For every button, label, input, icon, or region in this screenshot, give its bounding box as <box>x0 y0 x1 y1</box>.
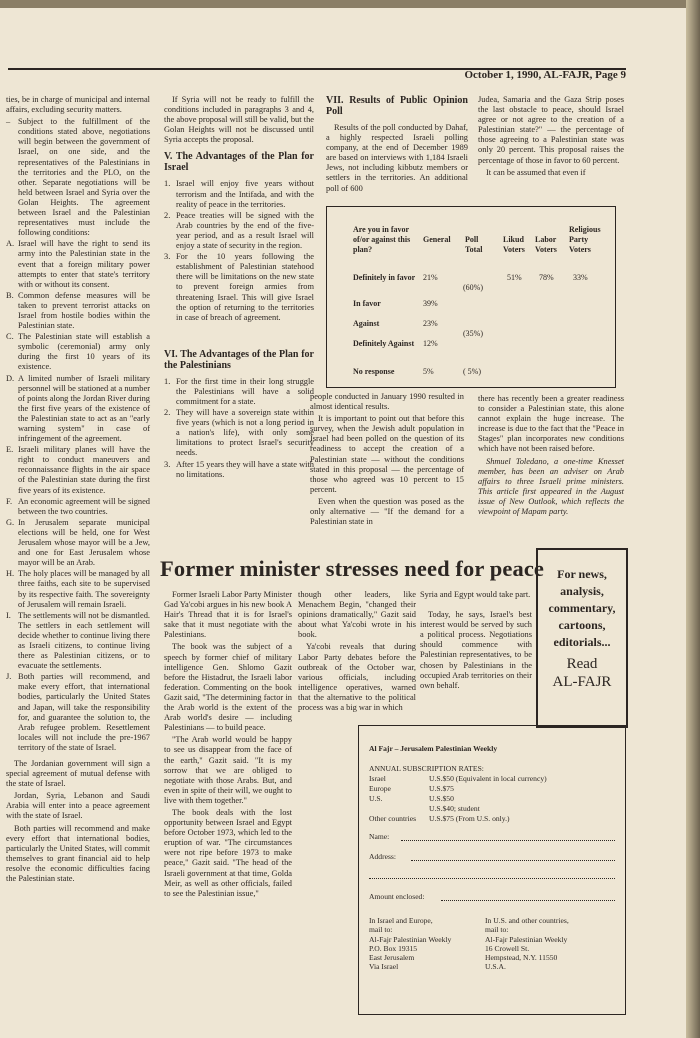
promo-line: analysis, <box>560 584 604 598</box>
rate-price: U.S.$75 <box>429 784 454 793</box>
promo-line: editorials... <box>553 635 611 649</box>
condition-item: A. Israel will have the right to send its army into the Palestinian state in the event that a foreign military power attempts to enter that state's territory with or without its consent. <box>6 239 150 289</box>
column-3-bottom <box>310 392 464 529</box>
article-column-2 <box>298 590 416 715</box>
subscription-form <box>358 725 626 1015</box>
page-header-text: October 1, 1990, AL-FAJR, Page 9 <box>464 69 626 81</box>
poll-religious: 33% <box>573 273 588 282</box>
rates-title: ANNUAL SUBSCRIPTION RATES: <box>369 764 484 773</box>
address-field[interactable] <box>411 860 615 861</box>
poll-col-header: Poll Total <box>465 235 483 254</box>
col1-paragraph: Both parties will recommend and make every effort that international bodies, particularly the United States, will commit themselves to grant financial aid to help resolve the economic difficulties facing the Palestinian state. <box>6 823 150 884</box>
promo-line: commentary, <box>548 601 616 615</box>
col1-paragraph: ties, be in charge of municipal and internal affairs, excluding security matters. <box>6 95 150 115</box>
advantage-item: 2. They will have a sovereign state within five years (which is not a long period in a nation's life), with only some limitations to protect Israel's security needs. <box>164 408 314 458</box>
advantage-item: 3. After 15 years they will have a state with no limitations. <box>164 459 314 479</box>
poll-table <box>326 206 616 388</box>
col3-paragraph: people conducted in January 1990 resulted in almost identical results. <box>310 392 464 412</box>
condition-item: D. A limited number of Israeli military personnel will be stationed at a number of points along the Jordan River during the first five years of the existence of the Palestinian state to act as an "early warning system" in case of infringement of the agreement. <box>6 373 150 444</box>
column-2 <box>164 95 314 481</box>
column-4-bottom <box>478 394 624 519</box>
col4-paragraph: there has recently been a greater readiness to consider a Palestinian state, this alone cannot explain the huge increase. The increase is due to the fact that the "Peace in Stages" plan incorporates new conditions which have not been raised before. <box>478 394 624 454</box>
rate-price: U.S.$50 <box>429 794 454 803</box>
poll-col-header: Likud Voters <box>503 235 525 254</box>
page-header <box>8 68 626 81</box>
advantage-item: 1. Israel will enjoy five years without terrorism and the Intifada, and with the reality of peace in the territories. <box>164 179 314 209</box>
promo-read: Read <box>566 656 598 672</box>
condition-item: E. Israeli military planes will have the right to conduct maneuvers and reconnaissance flights in the air space of the Palestinian state during the first five years of its existence. <box>6 445 150 495</box>
rate-price: U.S.$40; student <box>429 804 480 813</box>
poll-col-header: Labor Voters <box>535 235 557 254</box>
poll-value: 39% <box>423 299 438 308</box>
poll-row-label: No response <box>353 367 395 376</box>
mail-address-israel-europe: In Israel and Europe, mail to: Al-Fajr Palestinian Weekly P.O. Box 19315 East Jerusalem Via Israel <box>369 916 452 972</box>
column-1 <box>6 95 150 886</box>
address-label: Address: <box>369 852 396 861</box>
section-heading-vi: VI. The Advantages of the Plan for the Palestinians <box>164 348 314 371</box>
promo-line: cartoons, <box>558 618 606 632</box>
article-paragraph: "The Arab world would be happy to see us disappear from the face of the earth," Gazit said. "It is my sorrow that we are obliged to negotiate with those Arabs. But, and even in spite of their will, we ought to live with them together." <box>164 735 292 805</box>
amount-label: Amount enclosed: <box>369 892 425 901</box>
article-column-3 <box>420 590 532 693</box>
poll-total-favor: (60%) <box>463 283 483 292</box>
name-field[interactable] <box>401 840 615 841</box>
amount-field[interactable] <box>441 900 615 901</box>
section-heading-v: V. The Advantages of the Plan for Israel <box>164 151 314 174</box>
poll-value: 12% <box>423 339 438 348</box>
poll-value: 21% <box>423 273 438 282</box>
condition-item: G. In Jerusalem separate municipal elections will be held, one for West Jerusalem whose mayor will be a Jew, and one for East Jerusalem whose mayor will be an Arab. <box>6 517 150 568</box>
col1-paragraph: Jordan, Syria, Lebanon and Saudi Arabia will enter into a peace agreement with the state of Israel. <box>6 791 150 821</box>
rate-region: Europe <box>369 784 391 793</box>
poll-col-header: Religious Party Voters <box>569 225 601 254</box>
article-paragraph: The book was the subject of a speech by former chief of military intelligence Gen. Shlomo Gazit before the Histadrut, the Israeli labor federation. Commenting on the book Gazit said, "The determining factor in the Arab world is the extent of the Arab world's desire — including Palestinians — to build peace. <box>164 642 292 733</box>
section-heading-vii: VII. Results of Public Opinion Poll <box>326 95 468 117</box>
article-paragraph: though other leaders, like Menachem Begin, "changed their opinions dramatically," Gazit said about what Ya'cobi wrote in his book. <box>298 590 416 640</box>
col2-paragraph: If Syria will not be ready to fulfill the conditions included in paragraphs 3 and 4, the above proposal will still be valid, but the Golan Heights will not be discussed until Syria accepts the proposal. <box>164 95 314 145</box>
article-paragraph: The book deals with the lost opportunity between Israel and Egypt before October 1973, which led to the eruption of war. "The circumstances were not ripe before 1973 to make peace," Gazit said. "The head of the Israeli government at that time, Golda Meir, as well as other officials, failed to see the Palestinian issue," <box>164 807 292 898</box>
article-headline: Former minister stresses need for peace <box>160 556 545 581</box>
subscription-title: Al Fajr – Jerusalem Palestinian Weekly <box>369 744 498 753</box>
column-3-top <box>326 95 468 196</box>
col1-paragraph: The Jordanian government will sign a special agreement of mutual defense with the state of Israel. <box>6 759 150 789</box>
poll-col-header: General <box>423 235 451 244</box>
poll-value: 5% <box>423 367 434 376</box>
poll-value: ( 5%) <box>463 367 481 376</box>
poll-value: 23% <box>423 319 438 328</box>
advantage-item: 3. For the 10 years following the establishment of Palestinian statehood there will be limitations on the new state to prevent foreign armies from threatening Israel. This will give Israel the option of returning to the territories in case of breach of agreement. <box>164 252 314 322</box>
condition-item: I. The settlements will not be dismantled. The settlers in each settlement will decide whether to continue living there as Israeli citizens, to continue living there as Palestinian citizens, or to evacuate the settlements. <box>6 610 150 671</box>
column-4-top <box>478 95 624 180</box>
rate-price: U.S.$75 (From U.S. only.) <box>429 814 510 823</box>
col1-dash-item: – Subject to the fulfillment of the conditions stated above, negotiations will begin between the government of Israel, on one side, and the representatives of the Palestinians in the territories and the PLO, on the other. Separate negotiations will be held between Israel and Syria over the Golan Heights. The agreement between Israel and the Palestinian representatives must include the following conditions: <box>6 117 150 238</box>
promo-line: For news, <box>557 567 607 581</box>
condition-item: B. Common defense measures will be taken to prevent terrorist attacks on Israel from hostile bodies within the Palestinian state. <box>6 290 150 331</box>
advantage-item: 2. Peace treaties will be signed with the Arab countries by the end of the five-year period, and as a result Israel will enjoy a state of security in the region. <box>164 210 314 251</box>
poll-row-label: Against <box>353 319 380 328</box>
poll-likud: 51% <box>507 273 522 282</box>
col4-paragraph: Judea, Samaria and the Gaza Strip poses the last obstacle to peace, should Israel agree or not agree to the creation of a Palestinian state?" — the percentage of those agreeing to a Palestinian state was only 20 percent. This proposal raises the percentage of those in favor to 60 percent. <box>478 95 624 165</box>
promo-box <box>536 548 628 728</box>
condition-item: F. An economic agreement will be signed between the two countries. <box>6 496 150 516</box>
author-note: Shmuel Toledano, a one-time Knesset member, has been an adviser on Arab affairs to three Israeli prime ministers. This article first appeared in the August issue of New Outlook, which reflects the viewpoint of Mapam party. <box>478 456 624 517</box>
article-paragraph: Ya'cobi reveals that during Labor Party debates before the outbreak of the October war, various officials, including intelligence operatives, warned that the alternative to the political process was a big war in which <box>298 642 416 713</box>
name-label: Name: <box>369 832 390 841</box>
poll-row-label: Definitely in favor <box>353 273 416 282</box>
binding-edge <box>686 0 700 1038</box>
condition-item: C. The Palestinian state will establish a symbolic (ceremonial) army only during the first 10 years of its existence. <box>6 332 150 372</box>
col3-paragraph: It is important to point out that before this survey, when the Jewish adult population in Israel had been polled on the question of its readiness to accept the creation of a Palestinian state — without the conditions stated in this proposal — the percentage of those who agreed was 10 percent to 15 percent. <box>310 414 464 494</box>
address-field-line-2[interactable] <box>369 878 615 879</box>
article-paragraph: Former Israeli Labor Party Minister Gad Ya'cobi argues in his new book A Hair's Thread that it is for Israel's sake that it must negotiate with the Palestinians. <box>164 590 293 640</box>
col4-paragraph: It can be assumed that even if <box>486 167 586 177</box>
poll-labor: 78% <box>539 273 554 282</box>
rate-price: U.S.$50 (Equivalent in local currency) <box>429 774 547 783</box>
scan-top-band <box>0 0 700 8</box>
poll-row-label: Definitely Against <box>353 339 415 348</box>
rate-region: Israel <box>369 774 386 783</box>
poll-row-label: In favor <box>353 299 381 308</box>
advantage-item: 1. For the first time in their long struggle the Palestinians will have a solid commitment for a state. <box>164 376 314 406</box>
article-paragraph: Today, he says, Israel's best interest would be served by such a political process. Negotiations should commence with Palestinian representatives, to be chosen by Palestinians in the occupied Arab territories on their own behalf. <box>420 610 532 690</box>
condition-item: J. Both parties will recommend, and make every effort, that international bodies, particularly the United States and Japan, will take the responsibility for, and guarantee the solution to, the Arab refugee problem. Resettlement locales will not include the pre-1967 territory of the state of Israel. <box>6 672 150 752</box>
rate-region: Other countries <box>369 814 417 823</box>
article-paragraph: Syria and Egypt would take part. <box>420 590 531 599</box>
col3-paragraph: Even when the question was posed as the only alternative — "If the demand for a Palestinian state in <box>310 496 464 527</box>
col3-paragraph: Results of the poll conducted by Dahaf, a highly respected Israeli polling company, at the end of December 1989 are based on interviews with 1,184 Israeli Jews, not including kibbutz members or settlers in the territories. An additional poll of 600 <box>326 123 468 193</box>
poll-total-against: (35%) <box>463 329 483 338</box>
condition-item: H. The holy places will be managed by all three faiths, each site to be supervised by its respective faith. The sovereignty of Jerusalem will remain Israeli. <box>6 569 150 609</box>
promo-name: AL-FAJR <box>552 674 612 690</box>
rate-region: U.S. <box>369 794 383 803</box>
poll-question: Are you in favor of/or against this plan? <box>353 225 411 254</box>
mail-address-us-other: In U.S. and other countries, mail to: Al-Fajr Palestinian Weekly 16 Crowell St. Hempstead, N.Y. 11550 U.S.A. <box>485 916 569 972</box>
article-column-1 <box>164 590 292 901</box>
